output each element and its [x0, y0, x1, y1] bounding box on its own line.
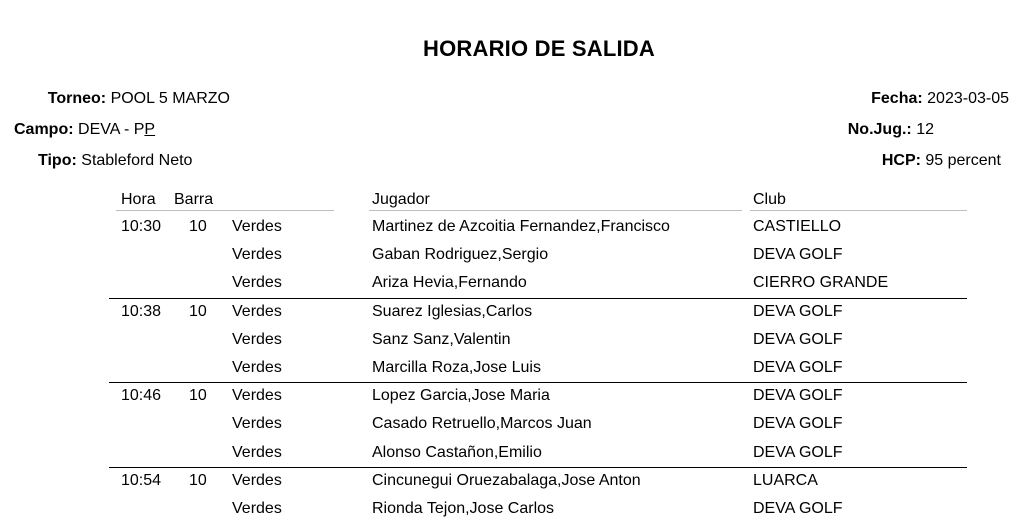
club-cell: DEVA GOLF: [753, 387, 843, 405]
campo-label: Campo:: [14, 121, 74, 138]
club-cell: CIERRO GRANDE: [753, 274, 889, 292]
group-separator: [109, 382, 967, 383]
header-underline-club: [750, 210, 967, 211]
jugador-cell: Gaban Rodriguez,Sergio: [372, 246, 549, 264]
tee-cell: Verdes: [232, 218, 282, 235]
barra-cell: 10: [189, 302, 207, 320]
jugador-cell: Martinez de Azcoitia Fernandez,Francisco: [372, 218, 670, 235]
hora-cell: 10:38: [121, 302, 162, 320]
tee-cell: Verdes: [232, 302, 282, 320]
torneo-label: Torneo:: [47, 90, 107, 107]
club-cell: DEVA GOLF: [753, 246, 843, 264]
tee-cell: Verdes: [232, 359, 282, 376]
jugador-cell: Sanz Sanz,Valentin: [372, 330, 511, 348]
column-header-hora: Hora: [121, 191, 156, 208]
nojug-row: [848, 120, 934, 140]
column-header-jugador: Jugador: [372, 191, 430, 208]
column-header-club: Club: [753, 191, 786, 208]
tipo-row: [38, 151, 192, 171]
tee-cell: Verdes: [232, 471, 282, 489]
jugador-cell: Cincunegui Oruezabalaga,Jose Anton: [372, 471, 641, 489]
tee-cell: Verdes: [232, 415, 282, 433]
group-separator: [109, 467, 967, 468]
fecha-label: Fecha:: [871, 90, 923, 107]
jugador-cell: Casado Retruello,Marcos Juan: [372, 415, 592, 433]
jugador-cell: Marcilla Roza,Jose Luis: [372, 359, 541, 376]
hora-cell: 10:30: [121, 218, 162, 235]
club-cell: DEVA GOLF: [753, 415, 843, 433]
campo-value: [78, 121, 155, 138]
nojug-label: No.Jug.:: [847, 121, 912, 138]
hora-cell: 10:54: [121, 471, 162, 489]
tee-cell: Verdes: [232, 246, 282, 264]
club-cell: DEVA GOLF: [753, 330, 843, 348]
club-cell: DEVA GOLF: [753, 443, 843, 461]
tipo-value: Stableford Neto: [81, 152, 193, 169]
tee-cell: Verdes: [232, 387, 282, 405]
hcp-label: HCP:: [881, 152, 921, 169]
tee-cell: Verdes: [232, 330, 282, 348]
jugador-cell: Suarez Iglesias,Carlos: [372, 302, 533, 320]
barra-cell: 10: [189, 387, 207, 405]
jugador-cell: Rionda Tejon,Jose Carlos: [372, 500, 555, 517]
campo-value-main: DEVA - P: [78, 121, 145, 138]
jugador-cell: Ariza Hevia,Fernando: [372, 274, 527, 292]
column-header-barra: Barra: [174, 191, 214, 208]
campo-row: [14, 120, 155, 140]
page-title: HORARIO DE SALIDA: [423, 36, 655, 61]
header-underline-jugador: [369, 210, 742, 211]
club-cell: DEVA GOLF: [753, 359, 843, 376]
club-cell: DEVA GOLF: [753, 302, 843, 320]
torneo-row: [48, 89, 230, 109]
campo-value-tail: P: [144, 121, 156, 138]
tipo-label: Tipo:: [38, 152, 77, 169]
header-underline-left: [116, 210, 334, 211]
club-cell: LUARCA: [753, 471, 818, 489]
barra-cell: 10: [189, 471, 207, 489]
club-cell: DEVA GOLF: [753, 500, 843, 517]
barra-cell: 10: [189, 218, 207, 235]
jugador-cell: Alonso Castañon,Emilio: [372, 443, 542, 461]
tee-cell: Verdes: [232, 500, 282, 517]
hcp-row: [882, 151, 1001, 171]
torneo-value: POOL 5 MARZO: [110, 90, 230, 107]
jugador-cell: Lopez Garcia,Jose Maria: [372, 387, 550, 405]
tee-cell: Verdes: [232, 443, 282, 461]
hcp-value: 95 percent: [925, 152, 1001, 169]
fecha-row: [871, 89, 1009, 109]
nojug-value: 12: [916, 121, 934, 138]
hora-cell: 10:46: [121, 387, 162, 405]
group-separator: [109, 298, 967, 299]
tee-cell: Verdes: [232, 274, 282, 292]
club-cell: CASTIELLO: [753, 218, 842, 235]
fecha-value: 2023-03-05: [927, 90, 1009, 107]
